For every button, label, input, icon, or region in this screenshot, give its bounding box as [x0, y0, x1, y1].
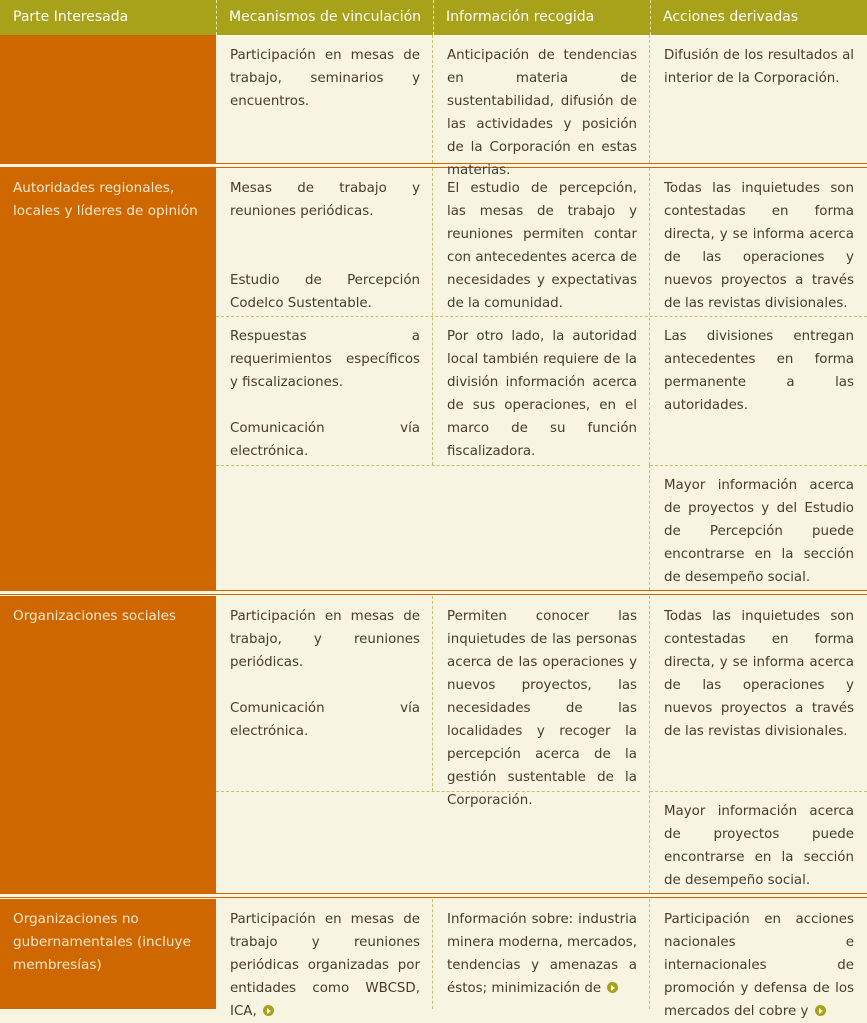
mechanisms-text: Comunicación vía electrónica. [230, 421, 420, 459]
stakeholder-cell [0, 35, 216, 163]
header-info: Información recogida [446, 9, 595, 25]
actions-text: Las divisiones entregan antecedentes en forma permanente a las autoridades. [664, 329, 854, 413]
table-cell [216, 316, 433, 463]
table-cell [650, 791, 867, 892]
stakeholder-cell: Organizaciones sociales [0, 596, 216, 893]
actions-text: Mayor información acerca de proyectos puede encontrarse en la sección de desempeño social. [664, 804, 854, 888]
info-text: Información sobre: industria minera moderna, mercados, tendencias y amenazas a éstos; minimización de [447, 912, 637, 996]
mechanisms-text: Comunicación vía electrónica. [230, 701, 420, 739]
table-cell [433, 168, 650, 315]
table-cell [650, 168, 867, 315]
header-actions: Acciones derivadas [663, 9, 799, 25]
table-cell [216, 168, 433, 315]
stakeholder-cell: Organizaciones no gubernamentales (incluye membresías) [0, 899, 216, 1009]
mechanisms-text: Mesas de trabajo y reuniones periódicas. [230, 181, 420, 219]
actions-text: Difusión de los resultados al interior de la Corporación. [664, 48, 854, 86]
mechanisms-text: Participación en mesas de trabajo, y reuniones periódicas. [230, 609, 420, 670]
table-cell [216, 899, 433, 1023]
table-cell [433, 899, 650, 1000]
info-text: Permiten conocer las inquietudes de las personas acerca de las operaciones y nuevos proyectos, las necesidades de las localidades y recoger la percepción acerca de la gestión sustentable de la Corporación. [447, 609, 637, 808]
actions-text: Todas las inquietudes son contestadas en forma directa, y se informa acerca de las operaciones y nuevos proyectos a través de las revistas divisionales. [664, 181, 854, 311]
table-cell [216, 596, 433, 743]
continue-arrow-icon[interactable] [815, 1005, 826, 1016]
stakeholder-cell: Autoridades regionales, locales y líderes de opinión [0, 168, 216, 590]
table-cell [433, 35, 650, 182]
table-cell [216, 35, 433, 113]
table-cell [433, 596, 650, 812]
table-header [0, 0, 867, 35]
info-text: Anticipación de tendencias en materia de sustentabilidad, difusión de las actividades y posición de la Corporación en estas materias. [447, 48, 637, 178]
mechanisms-text: Participación en mesas de trabajo y reuniones periódicas organizadas por entidades como WBCSD, ICA, [230, 912, 420, 1019]
actions-text: Mayor información acerca de proyectos y del Estudio de Percepción puede encontrarse en la sección de desempeño social. [664, 478, 854, 585]
table-cell [650, 316, 867, 417]
info-text: El estudio de percepción, las mesas de trabajo y reuniones permiten contar con antecedentes acerca de necesidades y expectativas de la comunidad. [447, 181, 637, 311]
mechanisms-text: Respuestas a requerimientos específicos y fiscalizaciones. [230, 329, 420, 390]
header-mechanisms: Mecanismos de vinculación [229, 9, 422, 25]
actions-text: Participación en acciones nacionales e internacionales de promoción y defensa de los mercados del cobre y [664, 912, 854, 1019]
table-cell [650, 899, 867, 1023]
actions-text: Todas las inquietudes son contestadas en forma directa, y se informa acerca de las operaciones y nuevos proyectos a través de las revistas divisionales. [664, 609, 854, 739]
table-cell [433, 316, 650, 463]
table-cell [650, 35, 867, 90]
header-stakeholder: Parte Interesada [13, 9, 129, 25]
mechanisms-text: Participación en mesas de trabajo, seminarios y encuentros. [230, 48, 420, 109]
table-cell [650, 596, 867, 743]
mechanisms-text: Estudio de Percepción Codelco Sustentable. [230, 273, 420, 311]
continue-arrow-icon[interactable] [607, 982, 618, 993]
info-text: Por otro lado, la autoridad local también requiere de la división información acerca de sus operaciones, en el marco de su función fiscalizadora. [447, 329, 637, 459]
table-cell [650, 465, 867, 589]
continue-arrow-icon[interactable] [263, 1005, 274, 1016]
